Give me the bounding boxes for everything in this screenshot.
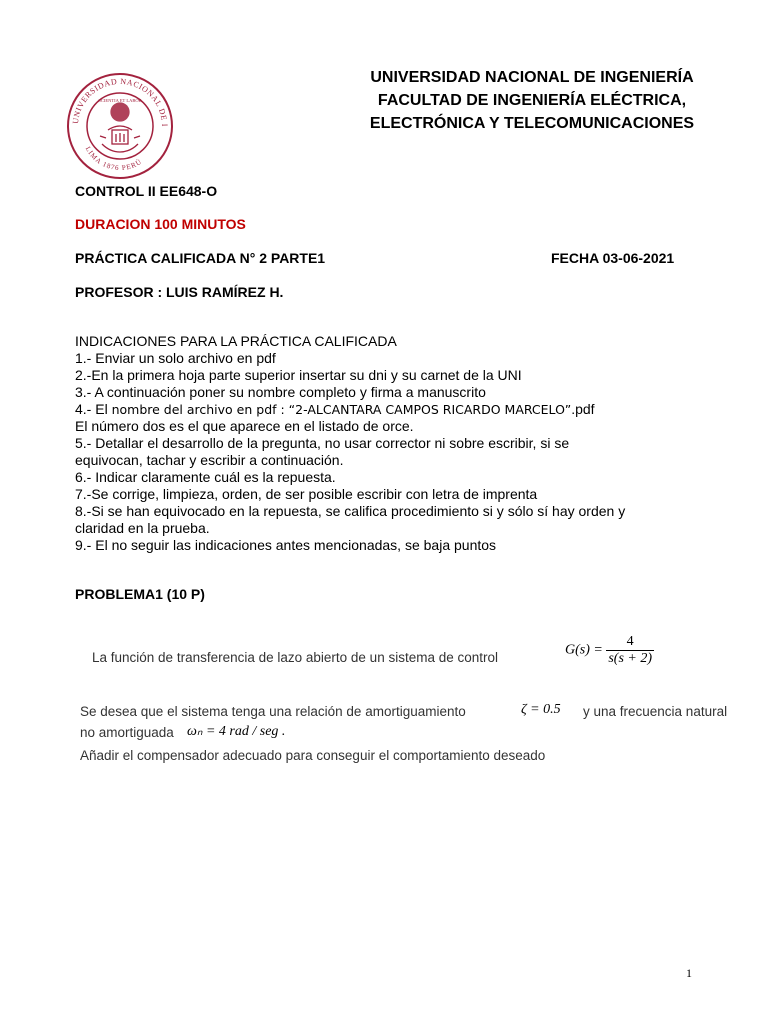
- faculty-name-line1: FACULTAD DE INGENIERÍA ELÉCTRICA,: [377, 92, 687, 109]
- seal-ring-text-right: DE I: [156, 107, 170, 128]
- exam-duration: DURACION 100 MINUTOS: [75, 216, 246, 232]
- tf-numerator: 4: [606, 634, 654, 651]
- instruction-item: 7.-Se corrige, limpieza, orden, de ser posible escribir con letra de imprenta: [75, 486, 538, 502]
- exam-date: FECHA 03-06-2021: [551, 250, 675, 266]
- seal-bottom-right: PERÚ: [121, 157, 144, 173]
- practice-title: PRÁCTICA CALIFICADA N° 2 PARTE1: [75, 250, 326, 266]
- seal-motto: SCIENTIA ET LABOR: [98, 98, 142, 103]
- problem-line-2a: Se desea que el sistema tenga una relación de amortiguamiento: [80, 704, 466, 719]
- instruction-item: 3.- A continuación poner su nombre completo y firma a manuscrito: [75, 384, 486, 400]
- seal-ring-text-left: UNIVERSIDAD NACIONAL: [70, 76, 164, 125]
- tf-fraction: [606, 634, 654, 667]
- damping-ratio: ζ = 0.5: [521, 702, 561, 717]
- seal-bottom-left: LIMA: [83, 145, 104, 166]
- problem-line-2b: y una frecuencia natural: [583, 704, 728, 719]
- instruction-item: 2.-En la primera hoja parte superior insertar su dni y su carnet de la UNI: [75, 367, 522, 383]
- natural-frequency: ωₙ = 4 rad / seg .: [187, 724, 286, 739]
- seal-emblem-icon: [100, 103, 140, 152]
- instructions-list: [75, 333, 705, 554]
- instruction-item: 5.- Detallar el desarrollo de la pregunta, no usar corrector ni sobre escribir, si se: [75, 435, 570, 451]
- seal-graphic: [66, 72, 174, 180]
- university-name: UNIVERSIDAD NACIONAL DE INGENIERÍA: [370, 69, 694, 86]
- problem-statement: La función de transferencia de lazo abierto de un sistema de control: [92, 650, 499, 665]
- seal-year: 1876: [101, 160, 120, 173]
- course-code: CONTROL II EE648-O: [75, 183, 218, 199]
- transfer-function: [565, 634, 654, 667]
- problem-title: PROBLEMA1 (10 P): [75, 586, 205, 602]
- university-seal: [66, 72, 174, 180]
- tf-denominator: s(s + 2): [608, 651, 653, 666]
- instruction-item: claridad en la prueba.: [75, 520, 210, 536]
- instruction-item: 4.- El nombre del archivo en pdf : “2-ALCANTARA CAMPOS RICARDO MARCELO”.pdf: [75, 401, 595, 417]
- university-header: [352, 66, 712, 135]
- instructions-heading: INDICACIONES PARA LA PRÁCTICA CALIFICADA: [75, 333, 397, 349]
- problem-line-3a: no amortiguada: [80, 725, 174, 740]
- professor-name: PROFESOR : LUIS RAMÍREZ H.: [75, 284, 284, 300]
- instruction-item: 9.- El no seguir las indicaciones antes mencionadas, se baja puntos: [75, 537, 497, 553]
- faculty-name-line2: ELECTRÓNICA Y TELECOMUNICACIONES: [369, 115, 695, 132]
- instruction-item: 6.- Indicar claramente cuál es la repuesta.: [75, 469, 336, 485]
- page-number: 1: [686, 966, 692, 980]
- instruction-item: El número dos es el que aparece en el listado de orce.: [75, 418, 414, 434]
- instruction-item: 8.-Si se han equivocado en la repuesta, se califica procedimiento si y sólo sí hay orden y: [75, 503, 626, 519]
- instruction-item: 1.- Enviar un solo archivo en pdf: [75, 350, 276, 366]
- tf-lhs: G(s) =: [565, 642, 603, 658]
- problem-line-4: Añadir el compensador adecuado para conseguir el comportamiento deseado: [80, 748, 546, 763]
- instruction-item: equivocan, tachar y escribir a continuación.: [75, 452, 344, 468]
